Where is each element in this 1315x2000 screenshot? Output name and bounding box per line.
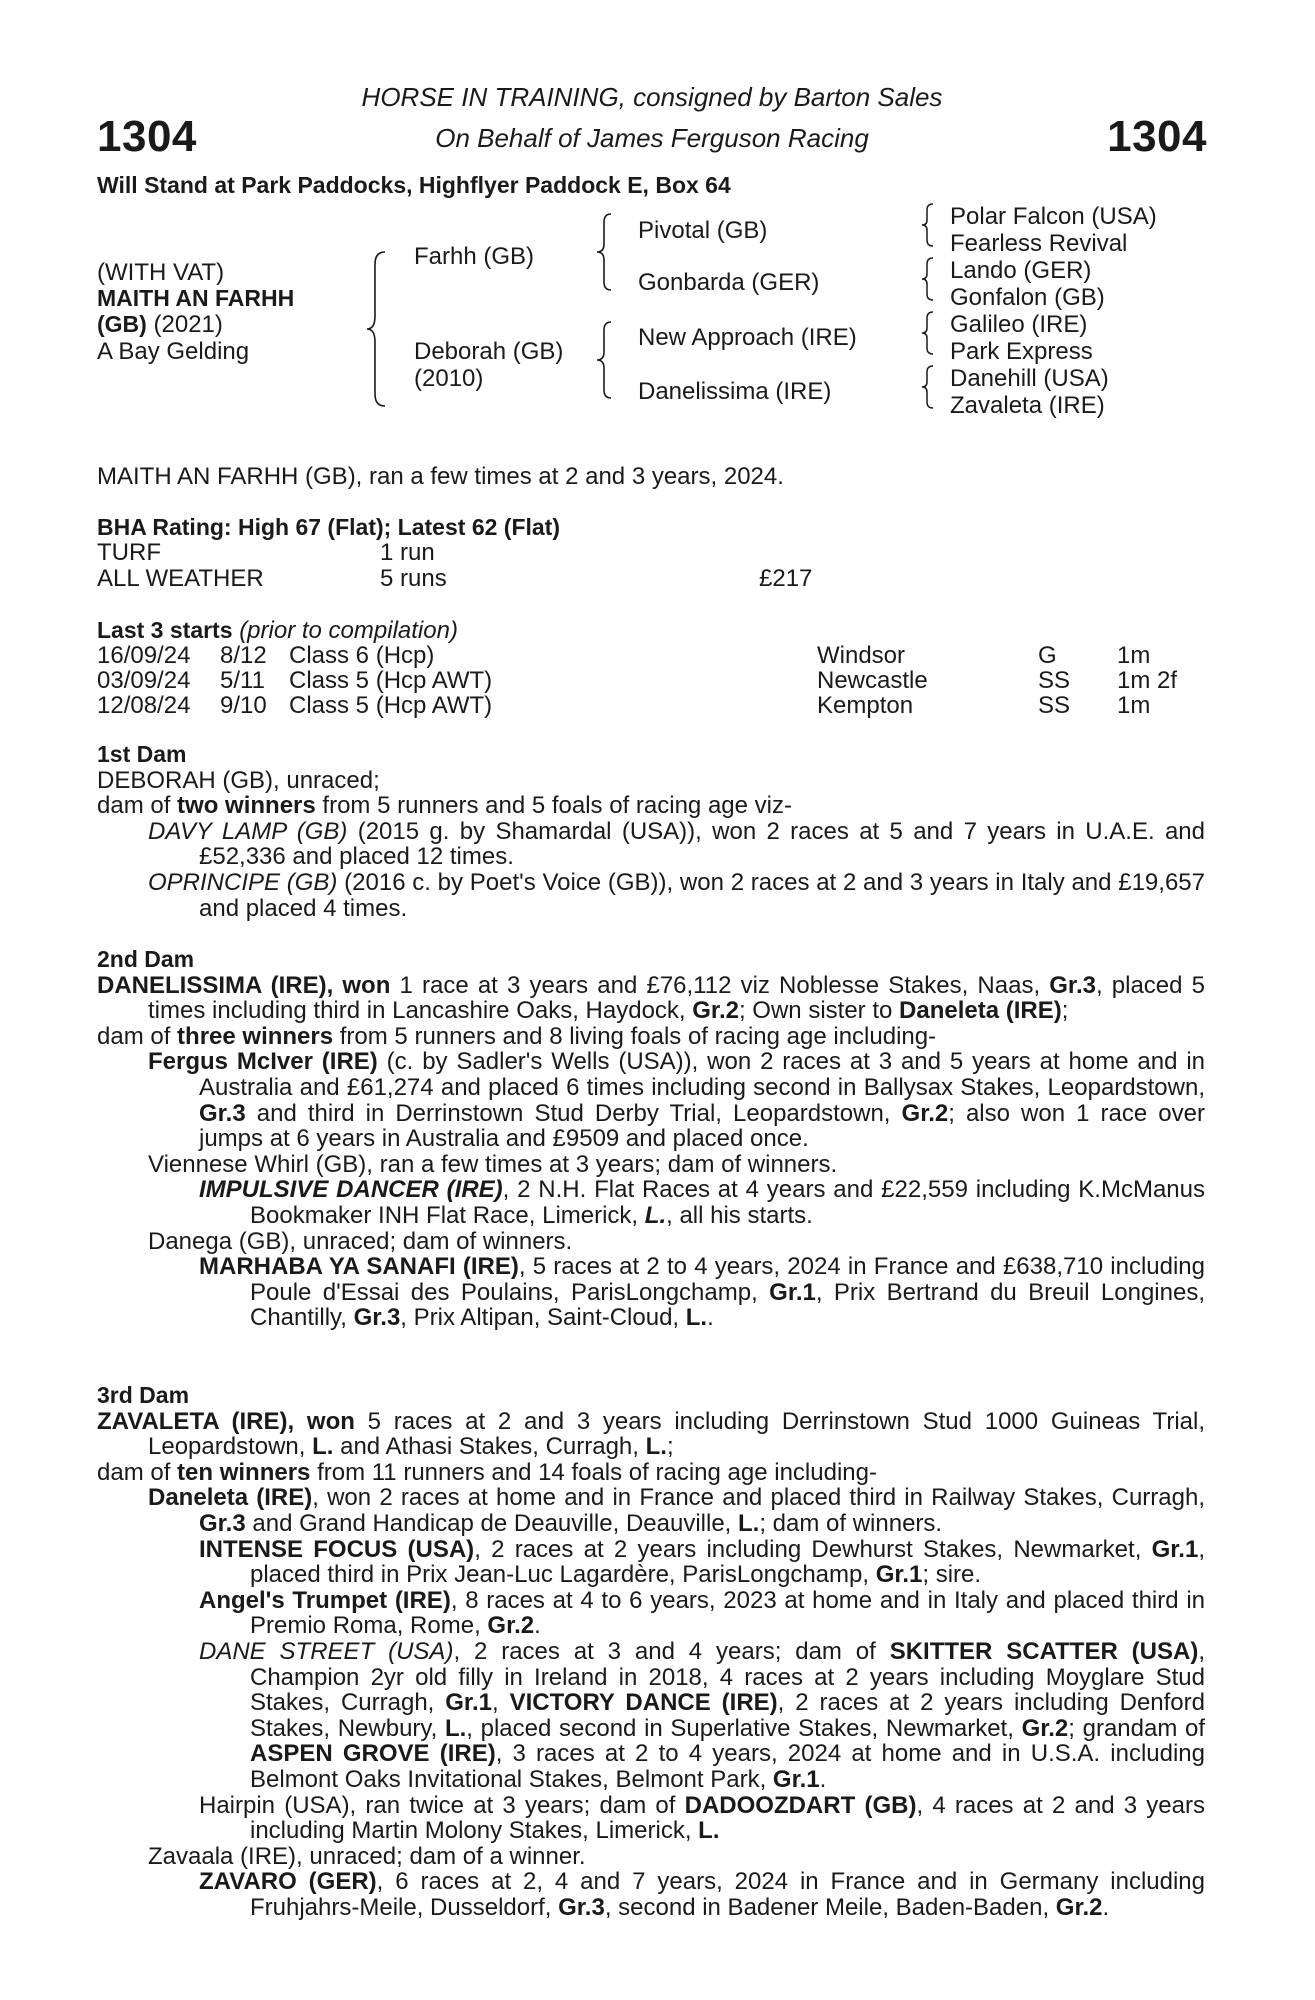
winners-count: two winners xyxy=(177,792,316,820)
text-run: (2015 g. by Shamardal (USA)), won 2 races at 5 and 7 years in U.A.E. and £52,336 and placed 12 times. xyxy=(199,817,1205,871)
grade: Gr.3 xyxy=(199,1099,246,1127)
pedigree-g5: Galileo (IRE) xyxy=(950,311,1088,338)
text-run: , Prix Bertrand du Breuil Longines, Chantilly, xyxy=(250,1278,1206,1332)
horse-name: INTENSE FOCUS (USA) xyxy=(199,1535,475,1563)
start-course: Kempton xyxy=(817,692,914,719)
produce-entry: Danega (GB), unraced; dam of winners. xyxy=(148,1227,573,1255)
text-run: ; xyxy=(666,1433,674,1461)
pedigree-brace-g3 xyxy=(920,310,936,356)
start-date: 03/09/24 xyxy=(97,667,191,694)
text-run: , Prix Altipan, Saint-Cloud, xyxy=(400,1304,686,1332)
start-date: 16/09/24 xyxy=(97,642,191,669)
grade: L. xyxy=(645,1433,667,1461)
horse-name: SKITTER SCATTER (USA) xyxy=(889,1637,1199,1665)
text-run: , second in Badener Meile, Baden-Baden, xyxy=(604,1893,1056,1921)
grade: L. xyxy=(738,1509,760,1537)
text-run: , 8 races at 4 to 6 years, 2023 at home and in Italy and placed third in Premio Roma, Rome, xyxy=(250,1586,1205,1640)
text-run: ; grandam of xyxy=(1068,1714,1206,1742)
horse-name: Fergus McIver (IRE) xyxy=(148,1048,378,1076)
start-race: Class 6 (Hcp) xyxy=(289,642,435,669)
produce-entry xyxy=(97,1049,1205,1151)
text-run: , 2 races at 2 years including Dewhurst Stakes, Newmarket, xyxy=(474,1535,1152,1563)
text-run: and third in Derrinstown Stud Derby Trial, Leopardstown, xyxy=(245,1099,902,1127)
produce-entry xyxy=(97,870,1205,921)
horse-name: OPRINCIPE (GB) xyxy=(148,868,338,896)
grade: Gr.2 xyxy=(1021,1714,1069,1742)
pedigree-g7: Danehill (USA) xyxy=(950,365,1109,392)
pedigree-brace-g4 xyxy=(920,364,936,410)
pedigree-dam-sire: New Approach (IRE) xyxy=(638,324,857,351)
start-date: 12/08/24 xyxy=(97,692,191,719)
text-run: . xyxy=(534,1612,541,1640)
text-run: , 2 races at 3 and 4 years; dam of xyxy=(453,1637,890,1665)
pedigree-g2: Fearless Revival xyxy=(950,230,1128,257)
pedigree-g3: Lando (GER) xyxy=(950,257,1092,284)
first-dam-heading: 1st Dam xyxy=(97,741,187,767)
horse-name: Angel's Trumpet (IRE) xyxy=(199,1586,451,1614)
text-run: , 4 races at 2 and 3 years including Martin Molony Stakes, Limerick, xyxy=(250,1791,1205,1845)
rating-surface: ALL WEATHER xyxy=(97,565,264,592)
text-run: , 2 N.H. Flat Races at 4 years and £22,559 including K.McManus Bookmaker INH Flat Race, Limerick, xyxy=(250,1176,1205,1229)
pedigree-sire-dam: Gonbarda (GER) xyxy=(638,269,820,296)
horse-name: DADOOZDART (GB) xyxy=(684,1791,917,1819)
second-dam-produce-line xyxy=(97,1024,1205,1050)
text-run: 5 races at 2 and 3 years including Derrinstown Stud 1000 Guineas Trial, Leopardstown, xyxy=(148,1407,1206,1461)
text-run: ; dam of winners. xyxy=(759,1509,943,1537)
start-row xyxy=(97,667,1207,693)
produce-entry xyxy=(97,1639,1205,1793)
start-position: 5/11 xyxy=(220,667,265,694)
text-run: , all his starts. xyxy=(666,1201,813,1229)
start-distance: 1m xyxy=(1117,692,1151,719)
text-run: dam of xyxy=(97,1458,178,1486)
pedigree-brace-main xyxy=(365,250,389,408)
lot-number-left: 1304 xyxy=(97,112,197,161)
grade: Gr.1 xyxy=(1151,1535,1199,1563)
grade: Gr.3 xyxy=(353,1304,401,1332)
last-starts-title: Last 3 starts xyxy=(97,617,233,643)
horse-origin: (GB) xyxy=(97,311,147,337)
text-run: . xyxy=(819,1765,827,1793)
produce-entry xyxy=(97,1485,1205,1536)
start-race: Class 5 (Hcp AWT) xyxy=(289,692,493,719)
third-dam-produce-line xyxy=(97,1460,1205,1486)
second-dam-section xyxy=(97,947,1205,1331)
stand-location: Will Stand at Park Paddocks, Highflyer Paddock E, Box 64 xyxy=(97,172,731,198)
third-dam-entry xyxy=(97,1409,1205,1460)
text-run: , xyxy=(491,1689,510,1717)
pedigree-dam-year: (2010) xyxy=(414,365,484,392)
horse-name: DANELISSIMA (IRE), won xyxy=(97,971,391,999)
rating-surface: TURF xyxy=(97,539,161,566)
text-run: , won 2 races at home and in France and placed third in Railway Stakes, Curragh, xyxy=(312,1484,1205,1512)
horse-name: Daneleta (IRE) xyxy=(899,997,1062,1025)
text-run: , Champion 2yr old filly in Ireland in 2018, 4 races at 2 years including Moyglare Stud Stakes, Curragh, xyxy=(250,1637,1205,1717)
text-run: ; sire. xyxy=(922,1561,982,1589)
grade: L. xyxy=(312,1433,334,1461)
text-run: ; Own sister to xyxy=(738,997,900,1025)
grade: Gr.1 xyxy=(875,1561,923,1589)
pedigree-brace-g2 xyxy=(920,256,936,302)
horse-name: ASPEN GROVE (IRE) xyxy=(250,1740,496,1768)
horse-name: MAITH AN FARHH xyxy=(97,285,295,311)
second-dam-entry xyxy=(97,973,1205,1024)
first-dam-line: DEBORAH (GB), unraced; xyxy=(97,766,380,794)
rating-runs: 5 runs xyxy=(380,565,447,592)
bha-rating: BHA Rating: High 67 (Flat); Latest 62 (Flat) xyxy=(97,514,560,540)
start-position: 9/10 xyxy=(220,692,267,719)
text-run: , placed second in Superlative Stakes, Newmarket, xyxy=(466,1714,1022,1742)
start-course: Newcastle xyxy=(817,667,928,694)
pedigree-g1: Polar Falcon (USA) xyxy=(950,203,1157,230)
text-run: , 6 races at 2, 4 and 7 years, 2024 in France and in Germany including Fruhjahrs-Meile, Dusseldorf, xyxy=(250,1868,1205,1921)
text-run: ; xyxy=(1061,997,1069,1025)
horse-year: (2021) xyxy=(153,311,223,338)
start-going: SS xyxy=(1038,667,1071,694)
produce-entry xyxy=(97,1254,1205,1331)
text-run: ; also won 1 race over jumps at 6 years in Australia and £9509 and placed once. xyxy=(199,1099,1205,1153)
start-course: Windsor xyxy=(817,642,906,669)
produce-entry xyxy=(97,1793,1205,1844)
text-run: dam of xyxy=(97,1022,178,1050)
text-run: Hairpin (USA), ran twice at 3 years; dam of xyxy=(199,1791,685,1819)
text-run: , 3 races at 2 to 4 years, 2024 at home and in U.S.A. including Belmont Oaks Invitational Stakes, Belmont Park, xyxy=(250,1740,1205,1793)
text-run: dam of xyxy=(97,792,178,820)
third-dam-section xyxy=(97,1383,1205,1920)
produce-entry: Zavaala (IRE), unraced; dam of a winner. xyxy=(148,1842,586,1870)
text-run: (2016 c. by Poet's Voice (GB)), won 2 races at 2 and 3 years in Italy and £19,657 and placed 4 times. xyxy=(199,868,1205,922)
grade: Gr.1 xyxy=(769,1278,816,1306)
text-run: . xyxy=(1102,1893,1110,1921)
produce-entry: Viennese Whirl (GB), ran a few times at 3 years; dam of winners. xyxy=(148,1150,838,1178)
consignment-line: HORSE IN TRAINING, consigned by Barton Sales xyxy=(361,82,943,112)
horse-name: IMPULSIVE DANCER (IRE) xyxy=(199,1176,503,1204)
start-position: 8/12 xyxy=(220,642,267,669)
catalogue-page xyxy=(97,0,1207,2000)
produce-entry xyxy=(97,1177,1205,1228)
grade: L. xyxy=(644,1201,667,1229)
first-dam-produce-line xyxy=(97,793,1205,819)
last-starts-heading xyxy=(97,617,458,645)
horse-name: Daneleta (IRE) xyxy=(148,1484,313,1512)
rating-row xyxy=(97,539,1207,565)
rating-row xyxy=(97,565,1207,591)
text-run: , 5 races at 2 to 4 years, 2024 in France and £638,710 including Poule d'Essai des Poulains, ParisLongchamp, xyxy=(250,1253,1205,1306)
produce-entry xyxy=(97,1588,1205,1639)
pedigree-brace-dam xyxy=(595,320,615,400)
lot-number-right: 1304 xyxy=(1107,112,1207,161)
pedigree-g6: Park Express xyxy=(950,338,1093,365)
produce-entry xyxy=(97,819,1205,870)
start-going: G xyxy=(1038,642,1057,669)
grade: Gr.3 xyxy=(199,1509,246,1537)
pedigree-brace-g1 xyxy=(920,202,936,248)
text-run: from 5 runners and 8 living foals of racing age including- xyxy=(333,1022,937,1050)
grade: Gr.2 xyxy=(692,997,739,1025)
horse-name: ZAVARO (GER) xyxy=(199,1868,377,1896)
horse-name: DANE STREET (USA) xyxy=(199,1637,454,1665)
last-starts-note: (prior to compilation) xyxy=(239,617,458,644)
grade: L. xyxy=(698,1817,720,1845)
pedigree-g8: Zavaleta (IRE) xyxy=(950,392,1105,419)
horse-description: A Bay Gelding xyxy=(97,338,250,365)
vat-label: (WITH VAT) xyxy=(97,259,225,286)
grade: L. xyxy=(685,1304,708,1332)
text-run: (c. by Sadler's Wells (USA)), won 2 races at 3 and 5 years at home and in Australia and £61,274 and placed 6 times including second in Ballysax Stakes, Leopardstown, xyxy=(199,1048,1206,1101)
start-row xyxy=(97,692,1207,718)
text-run: . xyxy=(707,1304,714,1332)
produce-entry xyxy=(97,1537,1205,1588)
pedigree-sire-sire: Pivotal (GB) xyxy=(638,217,768,244)
start-distance: 1m 2f xyxy=(1117,667,1178,694)
horse-name: ZAVALETA (IRE), won xyxy=(97,1407,355,1435)
grade: Gr.2 xyxy=(487,1612,535,1640)
pedigree-brace-sire xyxy=(595,212,615,292)
pedigree-g4: Gonfalon (GB) xyxy=(950,284,1105,311)
winners-count: three winners xyxy=(177,1022,334,1050)
text-run: and Grand Handicap de Deauville, Deauville, xyxy=(245,1509,738,1537)
grade: Gr.1 xyxy=(772,1765,820,1793)
grade: L. xyxy=(444,1714,467,1742)
horse-origin-year xyxy=(97,310,223,339)
produce-entry xyxy=(97,1869,1205,1920)
grade: Gr.2 xyxy=(901,1099,949,1127)
text-run: , placed third in Prix Jean-Luc Lagardère, ParisLongchamp, xyxy=(250,1535,1205,1589)
grade: Gr.3 xyxy=(1049,971,1096,999)
winners-count: ten winners xyxy=(177,1458,311,1486)
text-run: , placed 5 times including third in Lancashire Oaks, Haydock, xyxy=(148,971,1205,1025)
text-run: , 2 races at 2 years including Denford Stakes, Newbury, xyxy=(250,1689,1205,1742)
start-going: SS xyxy=(1038,692,1071,719)
start-race: Class 5 (Hcp AWT) xyxy=(289,667,493,694)
text-run: from 11 runners and 14 foals of racing age including- xyxy=(310,1458,877,1486)
text-run: and Athasi Stakes, Curragh, xyxy=(333,1433,646,1461)
grade: Gr.2 xyxy=(1055,1893,1103,1921)
text-run: 1 race at 3 years and £76,112 viz Noblesse Stakes, Naas, xyxy=(390,971,1050,999)
second-dam-heading: 2nd Dam xyxy=(97,946,195,972)
start-row xyxy=(97,642,1207,668)
start-distance: 1m xyxy=(1117,642,1151,669)
rating-prize: £217 xyxy=(759,565,813,592)
grade: Gr.3 xyxy=(558,1893,605,1921)
pedigree-dam-dam: Danelissima (IRE) xyxy=(638,378,832,405)
pedigree-dam: Deborah (GB) xyxy=(414,338,564,365)
first-dam-section xyxy=(97,742,1205,921)
behalf-line: On Behalf of James Ferguson Racing xyxy=(435,123,869,153)
grade: Gr.1 xyxy=(445,1689,492,1717)
text-run: from 5 runners and 5 foals of racing age viz- xyxy=(315,792,792,820)
pedigree-sire: Farhh (GB) xyxy=(414,243,535,270)
rating-runs: 1 run xyxy=(380,539,435,566)
racing-summary: MAITH AN FARHH (GB), ran a few times at 2 and 3 years, 2024. xyxy=(97,463,784,490)
horse-name: MARHABA YA SANAFI (IRE) xyxy=(199,1253,519,1281)
horse-name: VICTORY DANCE (IRE) xyxy=(509,1689,778,1717)
horse-name: DAVY LAMP (GB) xyxy=(148,817,348,845)
third-dam-heading: 3rd Dam xyxy=(97,1382,190,1408)
